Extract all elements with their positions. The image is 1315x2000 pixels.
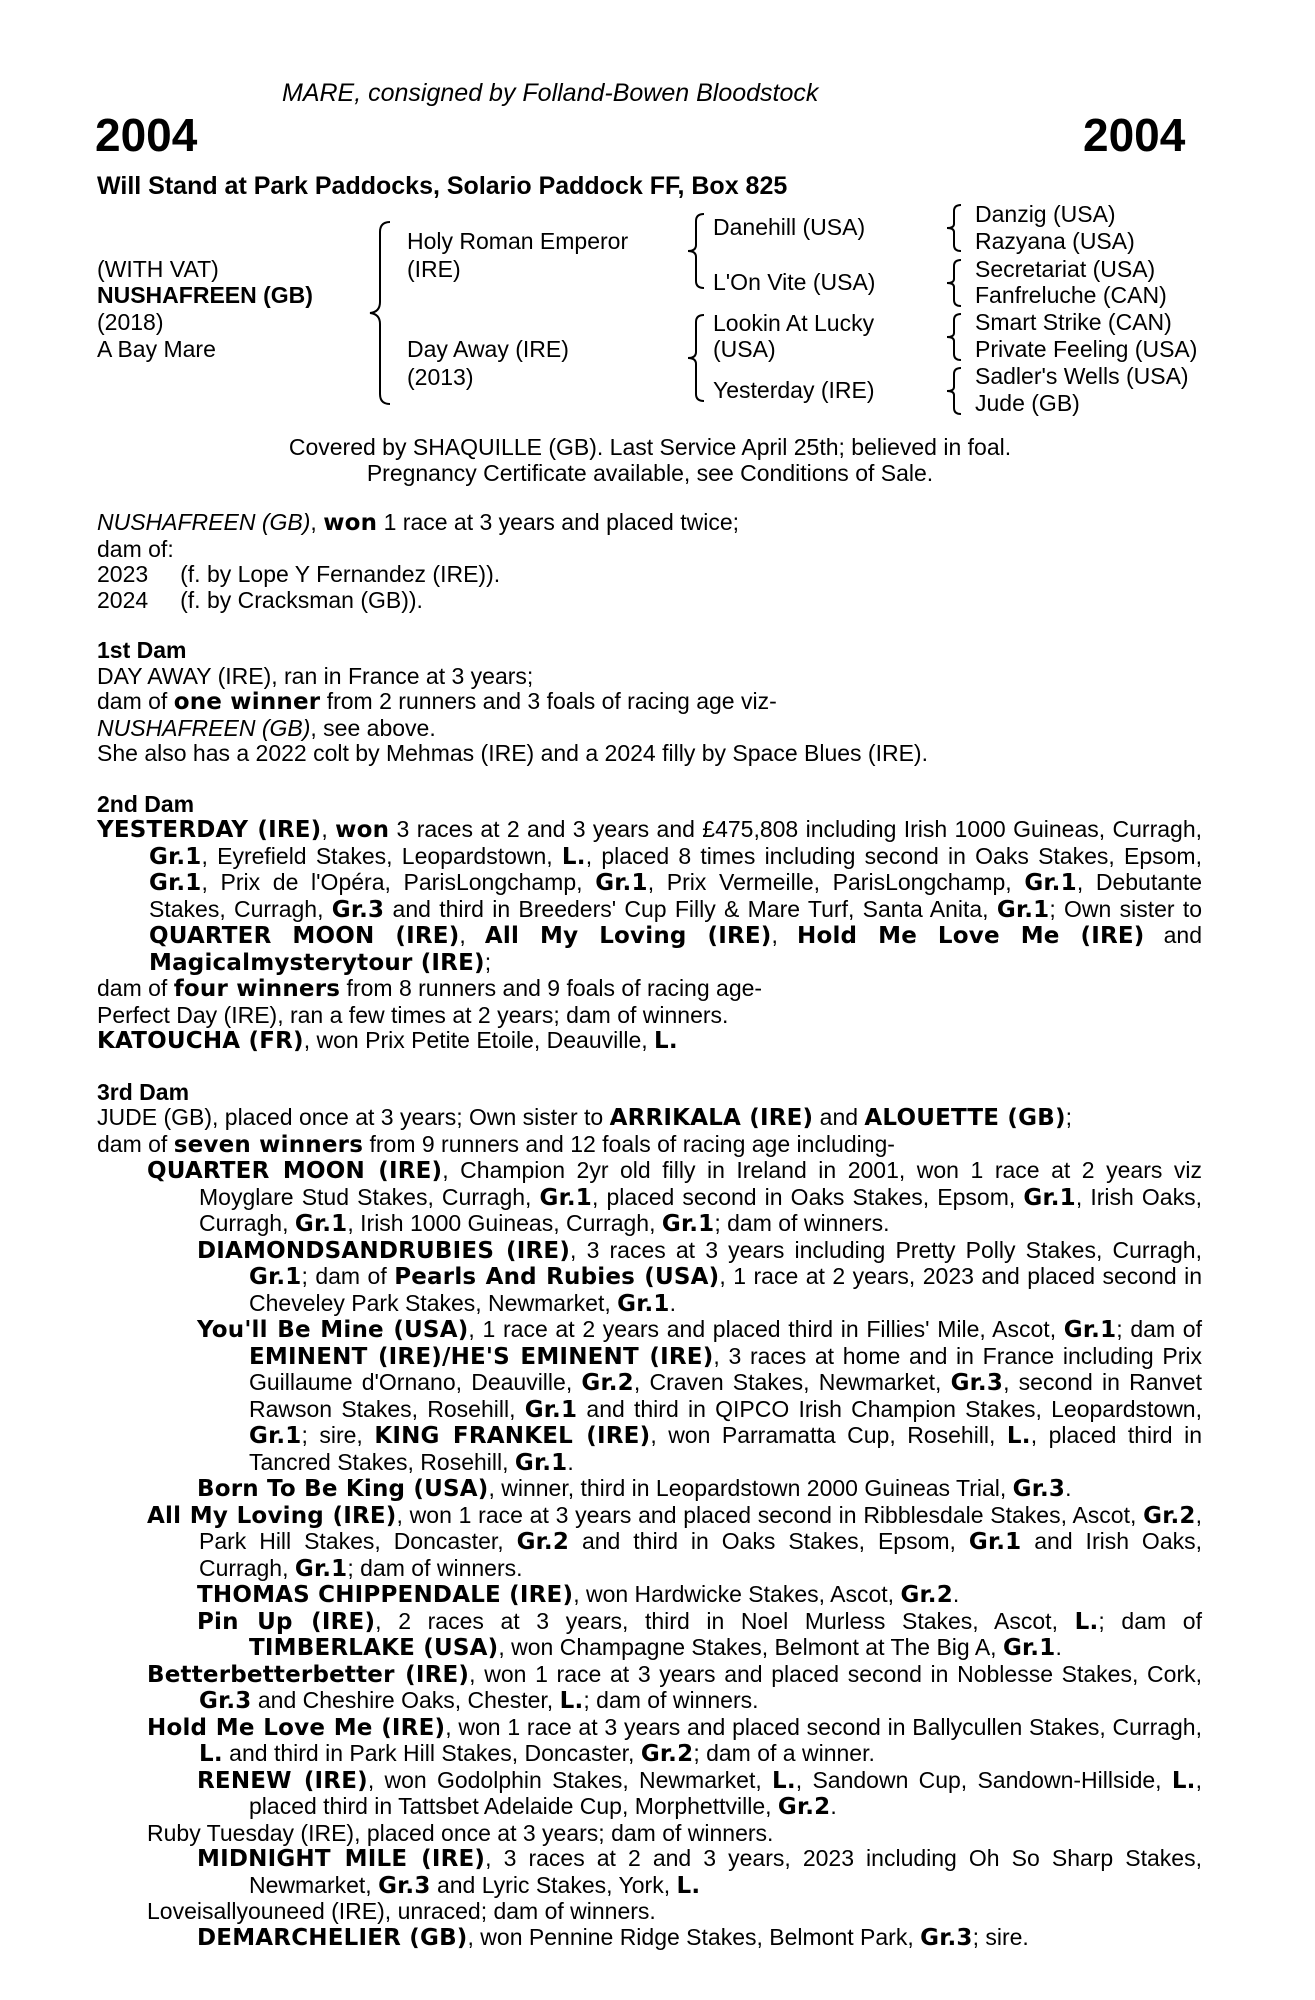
dam-sire-line2: (USA)	[713, 336, 776, 362]
third-dam-thomas-chippendale: THOMAS CHIPPENDALE (IRE), won Hardwicke Stakes, Ascot, Gr.2.	[197, 1581, 960, 1608]
sire-dam-dam: Fanfreluche (CAN)	[975, 282, 1167, 308]
third-dam-produce: dam of seven winners from 9 runners and 12 foals of racing age including-	[97, 1130, 895, 1158]
brace-sire	[686, 211, 710, 291]
third-dam-quarter-moon: QUARTER MOON (IRE), Champion 2yr old filly in Ireland in 2001, won 1 race at 2 years viz Moyglare Stud Stakes, Curragh, Gr.1, placed second in Oaks Stakes, Epsom, Gr.1, Irish Oaks, Curragh, Gr.1, Irish 1000 Guineas, Curragh, Gr.1; dam of winners.	[147, 1157, 1202, 1237]
third-dam-midnight-mile: MIDNIGHT MILE (IRE), 3 races at 2 and 3 years, 2023 including Oh So Sharp Stakes, Newmarket, Gr.3 and Lyric Stakes, York, L.	[197, 1845, 1202, 1899]
second-dam-perfect-day: Perfect Day (IRE), ran a few times at 2 years; dam of winners.	[97, 1001, 729, 1028]
second-dam-yesterday: YESTERDAY (IRE), won 3 races at 2 and 3 years and £475,808 including Irish 1000 Guineas, Curragh, Gr.1, Eyrefield Stakes, Leopardstown, L., placed 8 times including second in Oaks Stakes, Epsom, Gr.1, Prix de l'Opéra, ParisLongchamp, Gr.1, Prix Vermeille, ParisLongchamp, Gr.1, Debutante Stakes, Curragh, Gr.3 and third in Breeders' Cup Filly & Mare Turf, Santa Anita, Gr.1; Own sister to QUARTER MOON (IRE), All My Loving (IRE), Hold Me Love Me (IRE) and Magicalmysterytour (IRE);	[97, 816, 1203, 976]
third-dam-diamondsandrubies: DIAMONDSANDRUBIES (IRE), 3 races at 3 years including Pretty Polly Stakes, Curragh, Gr.1; dam of Pearls And Rubies (USA), 1 race at 2 years, 2023 and placed second in Cheveley Park Stakes, Newmarket, Gr.1.	[197, 1236, 1202, 1317]
dam-name: Day Away (IRE)	[407, 336, 569, 362]
third-dam-youll-be-mine: You'll Be Mine (USA), 1 race at 2 years and placed third in Fillies' Mile, Ascot, Gr.1; dam of EMINENT (IRE)/HE'S EMINENT (IRE), 3 races at home and in France including Prix Guillaume d'Ornano, Deauville, Gr.2, Craven Stakes, Newmarket, Gr.3, second in Ranvet Rawson Stakes, Rosehill, Gr.1 and third in QIPCO Irish Champion Stakes, Leopardstown, Gr.1; sire, KING FRANKEL (IRE), won Parramatta Cup, Rosehill, L., placed third in Tancred Stakes, Rosehill, Gr.1.	[197, 1316, 1202, 1476]
sire-name: Holy Roman Emperor	[407, 228, 629, 254]
third-dam-loveisallyouneed: Loveisallyouneed (IRE), unraced; dam of winners.	[147, 1898, 656, 1924]
horse-year: (2018)	[97, 309, 164, 335]
third-dam-pin-up: Pin Up (IRE), 2 races at 3 years, third in Noel Murless Stakes, Ascot, L.; dam of TIMBERLAKE (USA), won Champagne Stakes, Belmont at The Big A, Gr.1.	[197, 1607, 1202, 1661]
third-dam-ruby-tuesday: Ruby Tuesday (IRE), placed once at 3 years; dam of winners.	[147, 1819, 774, 1846]
sire-sire: Danehill (USA)	[713, 214, 866, 240]
third-dam-all-my-loving: All My Loving (IRE), won 1 race at 3 years and placed second in Ribblesdale Stakes, Ascot, Gr.2, Park Hill Stakes, Doncaster, Gr.2 and third in Oaks Stakes, Epsom, Gr.1 and Irish Oaks, Curragh, Gr.1; dam of winners.	[147, 1501, 1202, 1582]
dam-dam-dam: Jude (GB)	[975, 390, 1080, 416]
dam-year: (2013)	[407, 364, 474, 390]
dam-sire-line1: Lookin At Lucky	[713, 310, 875, 336]
consignment-subtitle: MARE, consigned by Folland-Bowen Bloodstock	[282, 79, 819, 107]
third-dam-renew: RENEW (IRE), won Godolphin Stakes, Newmarket, L., Sandown Cup, Sandown-Hillside, L., placed third in Tattsbet Adelaide Cup, Morphettville, Gr.2.	[197, 1766, 1202, 1820]
sire-dam: L'On Vite (USA)	[713, 269, 876, 295]
covering-line-1: Covered by SHAQUILLE (GB). Last Service April 25th; believed in foal.	[288, 434, 1012, 460]
brace-ss	[945, 202, 965, 254]
first-dam-other: She also has a 2022 colt by Mehmas (IRE) and a 2024 filly by Space Blues (IRE).	[97, 740, 928, 766]
dam-dam-sire: Sadler's Wells (USA)	[975, 363, 1189, 389]
stand-location: Will Stand at Park Paddocks, Solario Paddock FF, Box 825	[97, 172, 788, 200]
horse-vat: (WITH VAT)	[97, 256, 219, 282]
brace-dam	[686, 312, 710, 404]
mare-summary: NUSHAFREEN (GB), won 1 race at 3 years and placed twice;	[97, 509, 740, 536]
covering-line-2: Pregnancy Certificate available, see Conditions of Sale.	[366, 460, 934, 486]
produce-2024: 2024 (f. by Cracksman (GB)).	[97, 586, 423, 613]
dam-dam: Yesterday (IRE)	[713, 377, 875, 403]
first-dam-heading: 1st Dam	[97, 637, 187, 663]
third-dam-jude: JUDE (GB), placed once at 3 years; Own sister to ARRIKALA (IRE) and ALOUETTE (GB);	[97, 1104, 1073, 1131]
second-dam-produce: dam of four winners from 8 runners and 9 foals of racing age-	[97, 975, 763, 1002]
horse-name: NUSHAFREEN (GB)	[97, 282, 313, 308]
dam-sire-dam: Private Feeling (USA)	[975, 336, 1198, 362]
lot-number-right: 2004	[1083, 109, 1186, 161]
horse-description: A Bay Mare	[97, 336, 216, 362]
first-dam-line: DAY AWAY (IRE), ran in France at 3 years;	[97, 662, 534, 689]
third-dam-betterbetterbetter: Betterbetterbetter (IRE), won 1 race at 3 years and placed second in Noblesse Stakes, Cork, Gr.3 and Cheshire Oaks, Chester, L.; dam of winners.	[147, 1660, 1202, 1714]
sire-sire-dam: Razyana (USA)	[975, 228, 1135, 254]
dam-sire-sire: Smart Strike (CAN)	[975, 309, 1172, 335]
first-dam-nushafreen: NUSHAFREEN (GB), see above.	[97, 714, 436, 741]
second-dam-katoucha: KATOUCHA (FR), won Prix Petite Etoile, Deauville, L.	[97, 1027, 678, 1054]
brace-sd	[945, 257, 965, 309]
third-dam-hold-me-love-me: Hold Me Love Me (IRE), won 1 race at 3 years and placed second in Ballycullen Stakes, Curragh, L. and third in Park Hill Stakes, Doncaster, Gr.2; dam of a winner.	[147, 1713, 1202, 1767]
produce-2023: 2023 (f. by Lope Y Fernandez (IRE)).	[97, 561, 501, 587]
third-dam-demarchelier: DEMARCHELIER (GB), won Pennine Ridge Stakes, Belmont Park, Gr.3; sire.	[197, 1923, 1029, 1951]
sire-dam-sire: Secretariat (USA)	[975, 256, 1156, 282]
sire-country: (IRE)	[407, 256, 461, 282]
brace-main	[368, 218, 398, 408]
third-dam-born-to-be-king: Born To Be King (USA), winner, third in Leopardstown 2000 Guineas Trial, Gr.3.	[197, 1475, 1072, 1502]
third-dam-heading: 3rd Dam	[97, 1078, 190, 1105]
second-dam-heading: 2nd Dam	[97, 790, 195, 817]
catalogue-body	[97, 510, 1202, 1951]
brace-dd	[945, 365, 965, 417]
sire-sire-sire: Danzig (USA)	[975, 201, 1116, 227]
brace-ds	[945, 311, 965, 363]
first-dam-produce: dam of one winner from 2 runners and 3 foals of racing age viz-	[97, 688, 777, 715]
lot-number-left: 2004	[95, 109, 198, 161]
produce-heading: dam of:	[97, 535, 174, 562]
